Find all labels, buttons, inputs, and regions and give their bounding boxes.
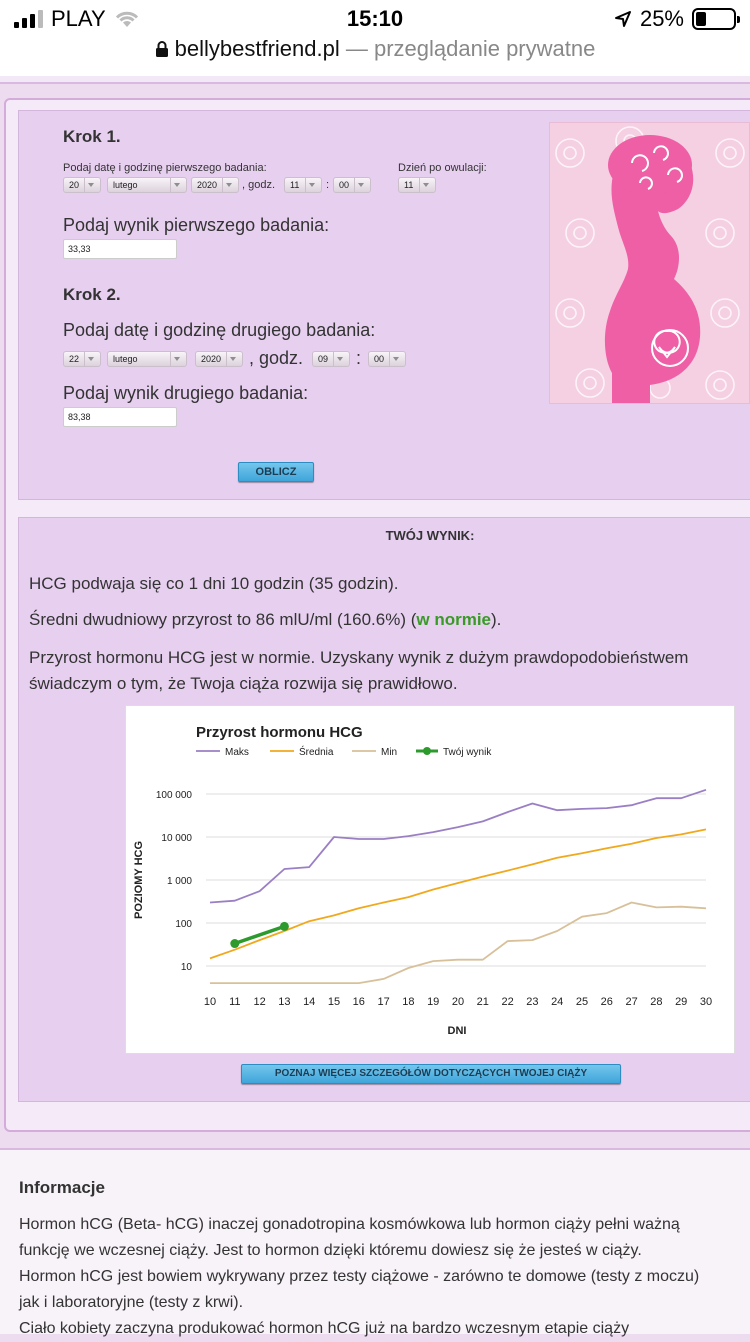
chart-legend [196, 745, 492, 758]
info-paragraph-line3: Hormon hCG jest bowiem wykrywany przez testy ciążowe - zarówno te domowe (testy z moczu) [19, 1268, 700, 1285]
x-tick-label: 20 [451, 996, 465, 1008]
step2-minute-select[interactable]: 00 [368, 351, 406, 367]
location-arrow-icon [614, 10, 632, 28]
page-top-strip [0, 76, 750, 84]
battery-percent: 25% [639, 6, 684, 31]
x-tick-label: 25 [575, 996, 589, 1008]
x-tick-label: 24 [551, 996, 564, 1008]
x-tick-label: 30 [699, 996, 713, 1008]
step1-hour-select[interactable]: 11 [284, 177, 322, 193]
chart-x-ticks [204, 996, 712, 1008]
chart-y-label: POZIOMY HCG [133, 840, 145, 920]
battery-icon [692, 8, 736, 30]
step2-result-input[interactable]: 83,38 [63, 407, 177, 427]
x-tick-label: 14 [303, 996, 316, 1008]
y-tick-label: 10 [180, 962, 192, 973]
legend-marker [423, 747, 431, 755]
step1-godz-label: , godz. [242, 179, 276, 191]
result-summary-line2: świadczym o tym, że Twoja ciąża rozwija się prawidłowo. [29, 674, 458, 693]
step1-year-select[interactable]: 2020 [191, 177, 239, 193]
status-bar [0, 0, 750, 36]
private-mode-label: — przeglądanie prywatne [339, 36, 596, 61]
legend-label: Min [381, 747, 398, 758]
step1-month-select[interactable]: lutego [107, 177, 187, 193]
average-increase-text: Średni dwudniowy przyrost to 86 mlU/ml (160.6%) (w normie). [29, 610, 502, 629]
data-point [280, 922, 289, 931]
step1-colon: : [326, 179, 330, 191]
chart-y-ticks [156, 790, 193, 973]
x-tick-label: 26 [600, 996, 613, 1008]
calculate-button[interactable]: OBLICZ [238, 462, 314, 482]
x-tick-label: 27 [625, 996, 638, 1008]
x-tick-label: 13 [278, 996, 291, 1008]
legend-label: Twój wynik [443, 747, 492, 758]
hcg-chart-svg [126, 706, 736, 1055]
pregnant-woman-illustration [549, 122, 750, 404]
doubling-time-text: HCG podwaja się co 1 dni 10 godzin (35 godzin). [29, 574, 399, 593]
step2-year-select[interactable]: 2020 [195, 351, 243, 367]
chart-lines [210, 790, 706, 983]
lock-icon [155, 40, 169, 58]
step2-month-select[interactable]: lutego [107, 351, 187, 367]
step1-result-input[interactable]: 33,33 [63, 239, 177, 259]
info-heading: Informacje [19, 1178, 105, 1197]
url-domain: bellybestfriend.pl [174, 36, 340, 61]
x-tick-label: 21 [476, 996, 489, 1008]
x-tick-label: 18 [402, 996, 415, 1008]
step1-date-label: Podaj datę i godzinę pierwszego badania: [63, 162, 267, 174]
y-tick-label: 100 [175, 919, 192, 930]
step2-hour-select[interactable]: 09 [312, 351, 350, 367]
step1-minute-select[interactable]: 00 [333, 177, 371, 193]
result-heading: TWÓJ WYNIK: [385, 528, 475, 543]
hcg-chart [125, 705, 735, 1054]
step1-result-label: Podaj wynik pierwszego badania: [63, 215, 330, 235]
x-tick-label: 12 [253, 996, 266, 1008]
normal-status-label: w normie [416, 610, 491, 629]
x-tick-label: 23 [526, 996, 539, 1008]
step2-colon: : [356, 348, 362, 368]
chart-title: Przyrost hormonu HCG [196, 724, 363, 741]
legend-label: Średnia [299, 747, 334, 758]
step1-title: Krok 1. [63, 127, 121, 146]
x-tick-label: 16 [352, 996, 365, 1008]
info-paragraph-line1: Hormon hCG (Beta- hCG) inaczej gonadotropina kosmówkowa lub hormon ciąży pełni ważną [19, 1216, 680, 1233]
legend-label: Maks [225, 747, 249, 758]
ovulation-day-select[interactable]: 11 [398, 177, 436, 193]
x-tick-label: 22 [501, 996, 514, 1008]
info-paragraph-line2: funkcję we wczesnej ciąży. Jest to hormon dzięki któremu dowiesz się że jesteś w ciąży. [19, 1242, 642, 1259]
y-tick-label: 100 000 [155, 790, 192, 801]
result-summary-line1: Przyrost hormonu HCG jest w normie. Uzyskany wynik z dużym prawdopodobieństwem [29, 648, 689, 667]
info-paragraph-line5: Ciało kobiety zaczyna produkować hormon hCG już na bardzo wczesnym etapie ciąży [19, 1320, 630, 1337]
step2-day-select[interactable]: 22 [63, 351, 101, 367]
series-line [210, 829, 706, 958]
clock: 15:10 [346, 6, 404, 31]
step1-day-select[interactable]: 20 [63, 177, 101, 193]
x-tick-label: 28 [650, 996, 663, 1008]
chart-x-label: DNI [447, 1025, 467, 1037]
more-details-button[interactable]: POZNAJ WIĘCEJ SZCZEGÓŁÓW DOTYCZĄCYCH TWOJEJ CIĄŻY [241, 1064, 621, 1084]
ovulation-label: Dzień po owulacji: [398, 162, 487, 174]
step2-result-label: Podaj wynik drugiego badania: [63, 383, 309, 403]
step2-date-label: Podaj datę i godzinę drugiego badania: [63, 320, 376, 340]
info-paragraph-line4: jak i laboratoryjne (testy z krwi). [19, 1294, 244, 1311]
address-bar[interactable] [0, 36, 750, 76]
carrier-label: PLAY [51, 6, 106, 31]
data-point [230, 939, 239, 948]
y-tick-label: 10 000 [161, 833, 192, 844]
x-tick-label: 10 [203, 996, 217, 1008]
status-right [614, 6, 736, 32]
x-tick-label: 17 [377, 996, 390, 1008]
step2-title: Krok 2. [63, 285, 121, 304]
series-line [210, 903, 706, 984]
y-tick-label: 1 000 [166, 876, 192, 887]
step2-godz-label: , godz. [249, 348, 304, 368]
x-tick-label: 15 [327, 996, 341, 1008]
x-tick-label: 29 [675, 996, 688, 1008]
chart-grid [206, 794, 706, 966]
series-line [210, 790, 706, 903]
x-tick-label: 19 [427, 996, 440, 1008]
x-tick-label: 11 [229, 996, 241, 1008]
info-section [0, 1148, 750, 1337]
